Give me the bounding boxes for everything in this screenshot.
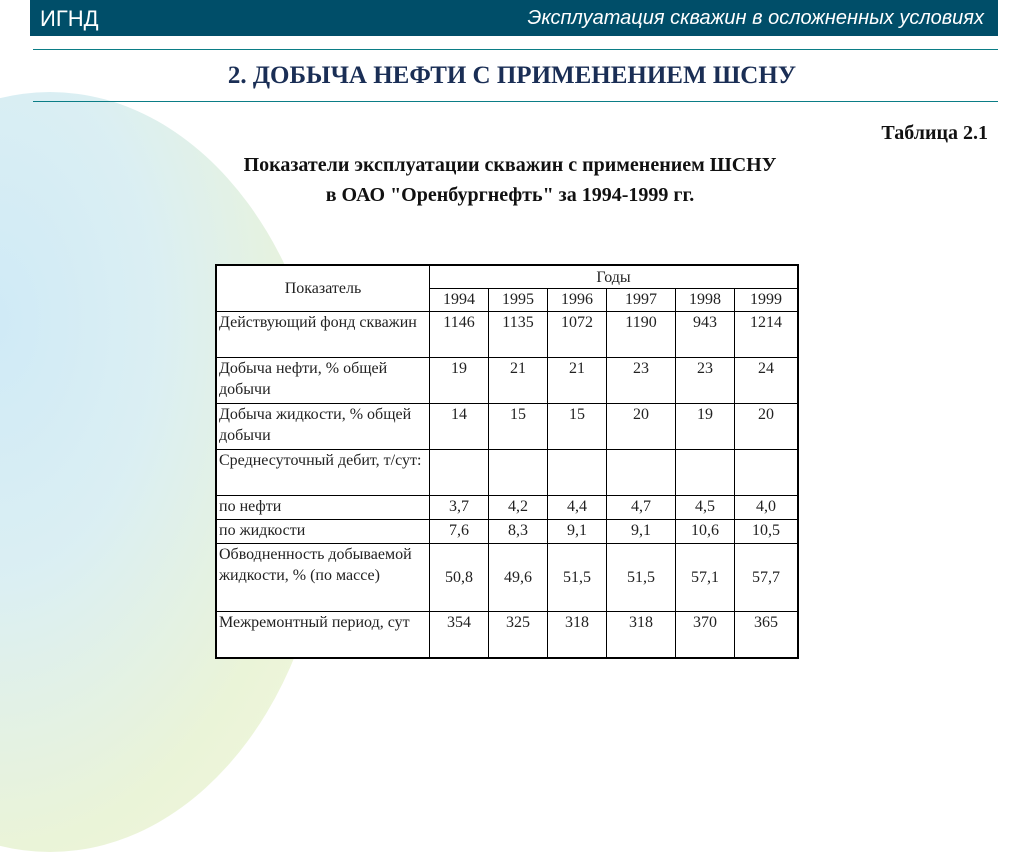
value-cell bbox=[548, 450, 607, 496]
value-cell: 9,1 bbox=[607, 520, 676, 544]
value-cell: 4,2 bbox=[489, 496, 548, 520]
header-title: Эксплуатация скважин в осложненных условиях bbox=[527, 7, 984, 29]
row-label: Межремонтный период, сут bbox=[216, 612, 430, 658]
value-cell: 1135 bbox=[489, 312, 548, 358]
value-cell: 9,1 bbox=[548, 520, 607, 544]
value-cell: 19 bbox=[676, 404, 735, 450]
table-header-row bbox=[216, 265, 798, 289]
value-cell: 51,5 bbox=[548, 544, 607, 612]
value-cell: 15 bbox=[548, 404, 607, 450]
value-cell: 57,1 bbox=[676, 544, 735, 612]
value-cell: 354 bbox=[430, 612, 489, 658]
value-cell: 20 bbox=[735, 404, 799, 450]
value-cell: 370 bbox=[676, 612, 735, 658]
value-cell: 318 bbox=[548, 612, 607, 658]
value-cell: 1214 bbox=[735, 312, 799, 358]
table-row bbox=[216, 612, 798, 658]
header-years: Годы bbox=[430, 265, 799, 289]
section-title: 2. ДОБЫЧА НЕФТИ С ПРИМЕНЕНИЕМ ШСНУ bbox=[227, 62, 797, 89]
table-row bbox=[216, 358, 798, 404]
table-row bbox=[216, 312, 798, 358]
row-label: по нефти bbox=[216, 496, 430, 520]
value-cell: 24 bbox=[735, 358, 799, 404]
year-cell: 1999 bbox=[735, 289, 799, 312]
value-cell: 4,0 bbox=[735, 496, 799, 520]
caption-line-1: Показатели эксплуатации скважин с применением ШСНУ bbox=[243, 154, 777, 176]
year-cell: 1994 bbox=[430, 289, 489, 312]
value-cell: 1190 bbox=[607, 312, 676, 358]
value-cell bbox=[676, 450, 735, 496]
value-cell: 20 bbox=[607, 404, 676, 450]
header-bar bbox=[30, 0, 998, 36]
divider-bottom bbox=[33, 101, 998, 102]
row-label: Среднесуточный дебит, т/сут: bbox=[216, 450, 430, 496]
indicators-table bbox=[215, 264, 799, 659]
table-row bbox=[216, 544, 798, 612]
value-cell: 50,8 bbox=[430, 544, 489, 612]
value-cell: 318 bbox=[607, 612, 676, 658]
table-row bbox=[216, 450, 798, 496]
value-cell: 51,5 bbox=[607, 544, 676, 612]
table-caption bbox=[130, 150, 890, 210]
value-cell: 57,7 bbox=[735, 544, 799, 612]
value-cell bbox=[735, 450, 799, 496]
year-cell: 1998 bbox=[676, 289, 735, 312]
year-cell: 1997 bbox=[607, 289, 676, 312]
value-cell: 1072 bbox=[548, 312, 607, 358]
table-row bbox=[216, 496, 798, 520]
value-cell: 3,7 bbox=[430, 496, 489, 520]
value-cell: 21 bbox=[489, 358, 548, 404]
value-cell: 14 bbox=[430, 404, 489, 450]
value-cell: 49,6 bbox=[489, 544, 548, 612]
value-cell: 10,6 bbox=[676, 520, 735, 544]
row-label: Добыча жидкости, % общей добычи bbox=[216, 404, 430, 450]
row-label: по жидкости bbox=[216, 520, 430, 544]
row-label: Добыча нефти, % общей добычи bbox=[216, 358, 430, 404]
value-cell: 8,3 bbox=[489, 520, 548, 544]
value-cell: 4,4 bbox=[548, 496, 607, 520]
value-cell: 1146 bbox=[430, 312, 489, 358]
value-cell: 7,6 bbox=[430, 520, 489, 544]
value-cell: 4,7 bbox=[607, 496, 676, 520]
value-cell bbox=[489, 450, 548, 496]
value-cell: 19 bbox=[430, 358, 489, 404]
value-cell: 23 bbox=[676, 358, 735, 404]
year-cell: 1996 bbox=[548, 289, 607, 312]
value-cell: 325 bbox=[489, 612, 548, 658]
row-label: Действующий фонд скважин bbox=[216, 312, 430, 358]
divider-top bbox=[33, 49, 998, 50]
value-cell: 23 bbox=[607, 358, 676, 404]
value-cell: 21 bbox=[548, 358, 607, 404]
brand-label: ИГНД bbox=[40, 6, 99, 31]
year-cell: 1995 bbox=[489, 289, 548, 312]
caption-line-2: в ОАО "Оренбургнефть" за 1994-1999 гг. bbox=[325, 184, 695, 206]
value-cell bbox=[607, 450, 676, 496]
table-row bbox=[216, 404, 798, 450]
value-cell: 943 bbox=[676, 312, 735, 358]
value-cell: 4,5 bbox=[676, 496, 735, 520]
header-indicator: Показатель bbox=[216, 265, 430, 312]
value-cell bbox=[430, 450, 489, 496]
table-number: Таблица 2.1 bbox=[881, 122, 988, 144]
value-cell: 365 bbox=[735, 612, 799, 658]
value-cell: 10,5 bbox=[735, 520, 799, 544]
value-cell: 15 bbox=[489, 404, 548, 450]
row-label: Обводненность добываемой жидкости, % (по массе) bbox=[216, 544, 430, 612]
table-row bbox=[216, 520, 798, 544]
